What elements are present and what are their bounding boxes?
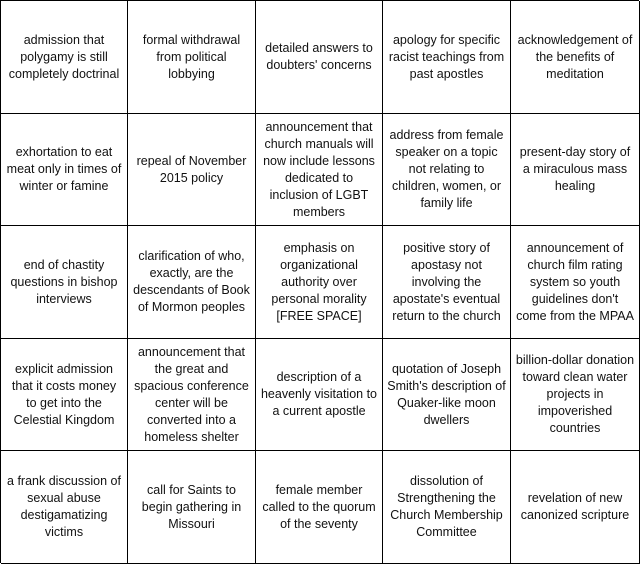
cell-text: clarification of who, exactly, are the descendants of Book of Mormon peoples [133, 249, 250, 314]
cell-text: quotation of Joseph Smith's description of Quaker-like moon dwellers [387, 361, 506, 427]
bingo-cell [256, 1, 383, 114]
cell-text: female member called to the quorum of the seventy [262, 482, 376, 531]
bingo-cell [511, 1, 640, 114]
cell-text: announcement that church manuals will now include lessons dedicated to inclusion of LGBT members [263, 119, 375, 219]
cell-text: address from female speaker on a topic not relating to children, women, or family life [389, 128, 504, 210]
cell-text: repeal of November 2015 policy [136, 153, 247, 185]
cell-text: explicit admission that it costs money to get into the Celestial Kingdom [11, 361, 117, 427]
cell-text: description of a heavenly visitation to a current apostle [260, 370, 378, 418]
bingo-cell [383, 451, 511, 564]
cell-text: formal withdrawal from political lobbying [142, 32, 241, 81]
cell-text: acknowledgement of the benefits of meditation [517, 32, 633, 81]
bingo-cell [1, 451, 128, 564]
cell-text: announcement that the great and spacious conference center will be converted into a homeless shelter [134, 344, 249, 444]
cell-text: call for Saints to begin gathering in Missouri [141, 482, 242, 531]
bingo-cell [511, 226, 640, 339]
bingo-cell [511, 114, 640, 226]
free-space-label: [FREE SPACE] [276, 308, 362, 323]
cell-text: a frank discussion of sexual abuse destigamatizing victims [7, 474, 121, 539]
bingo-cell [256, 339, 383, 451]
bingo-cell [511, 451, 640, 564]
bingo-cell [128, 226, 256, 339]
bingo-cell [383, 226, 511, 339]
cell-text: emphasis on organizational authority over personal morality [271, 240, 367, 306]
cell-text: exhortation to eat meat only in times of winter or famine [6, 145, 122, 193]
bingo-cell [128, 114, 256, 226]
bingo-cell [1, 1, 128, 114]
cell-text: end of chastity questions in bishop interviews [10, 257, 118, 306]
bingo-cell [256, 114, 383, 226]
free-space-cell [256, 226, 383, 339]
cell-text: present-day story of a miraculous mass healing [519, 145, 631, 193]
cell-text: positive story of apostasy not involving the apostate's eventual return to the church [392, 240, 501, 323]
bingo-cell [1, 339, 128, 451]
bingo-cell [1, 226, 128, 339]
cell-text: dissolution of Strengthening the Church Membership Committee [390, 474, 503, 539]
cell-text: billion-dollar donation toward clean water projects in impoverished countries [515, 353, 635, 435]
bingo-cell [128, 339, 256, 451]
cell-text: detailed answers to doubters' concerns [265, 41, 373, 72]
cell-text: announcement of church film rating system so youth guidelines don't come from the MPAA [516, 240, 634, 323]
bingo-cell [256, 451, 383, 564]
bingo-cell [128, 1, 256, 114]
cell-text: admission that polygamy is still completely doctrinal [8, 32, 120, 81]
cell-text: revelation of new canonized scripture [520, 491, 630, 522]
free-space-text [260, 240, 378, 325]
bingo-cell [511, 339, 640, 451]
bingo-cell [383, 1, 511, 114]
bingo-cell [1, 114, 128, 226]
bingo-cell [383, 339, 511, 451]
bingo-cell [383, 114, 511, 226]
bingo-cell [128, 451, 256, 564]
cell-text: apology for specific racist teachings from past apostles [388, 32, 505, 81]
